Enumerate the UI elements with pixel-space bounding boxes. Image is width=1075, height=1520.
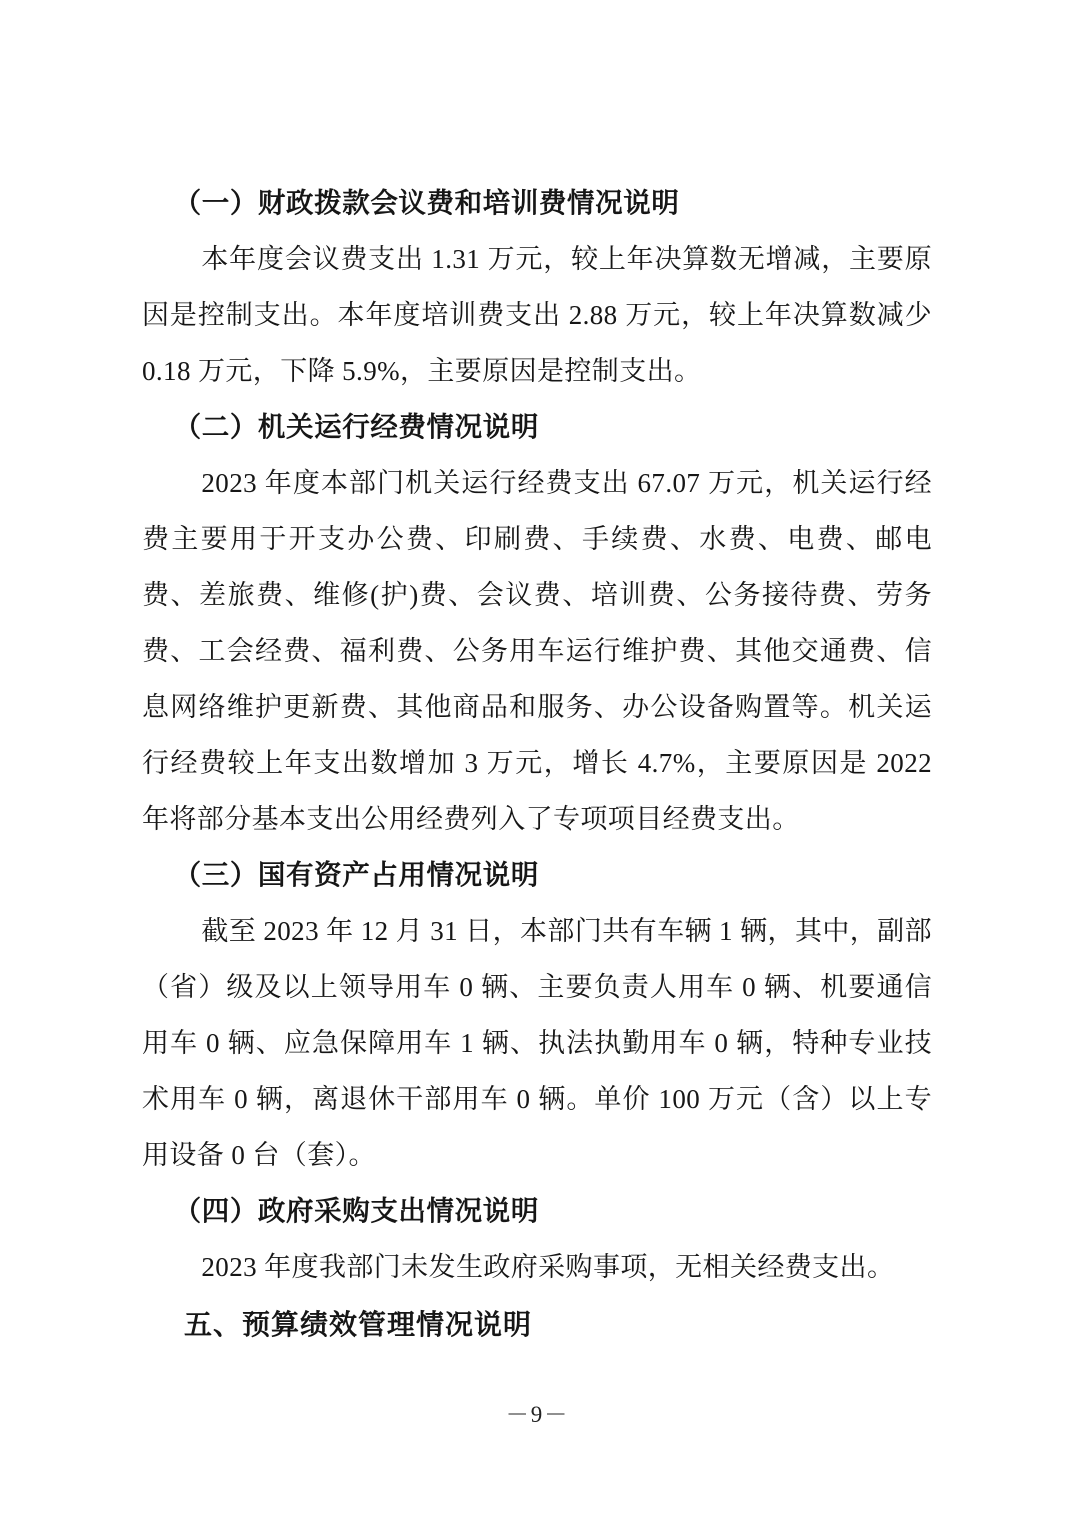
section-4-heading: （四）政府采购支出情况说明 [173, 1195, 539, 1226]
page-number: －9－ [505, 1402, 570, 1427]
section-1-heading: （一）财政拨款会议费和培训费情况说明 [173, 187, 680, 218]
section-2-paragraph: 2023 年度本部门机关运行经费支出 67.07 万元，机关运行经费主要用于开支办公费、印刷费、手续费、水费、电费、邮电费、差旅费、维修(护)费、会议费、培训费、公务接待费、劳务费、工会经费、福利费、公务用车运行维护费、其他交通费、信息网络维护更新费、其他商品和服务、办公设备购置等。机关运行经费较上年支出数增加 3 万元，增长 4.7%，主要原因是 2022 年将部分基本支出公用经费列入了专项项目经费支出。 [142, 468, 932, 834]
document-content [142, 175, 932, 1353]
section-3-heading: （三）国有资产占用情况说明 [173, 859, 539, 890]
page-footer [0, 1396, 1075, 1429]
section-4-paragraph: 2023 年度我部门未发生政府采购事项，无相关经费支出。 [201, 1252, 895, 1282]
section-3-paragraph: 截至 2023 年 12 月 31 日，本部门共有车辆 1 辆，其中，副部（省）级及以上领导用车 0 辆、主要负责人用车 0 辆、机要通信用车 0 辆、应急保障用车 1 辆、执法执勤用车 0 辆，特种专业技术用车 0 辆，离退休干部用车 0 辆。单价 100 万元（含）以上专用设备 0 台（套）。 [142, 916, 932, 1170]
section-1-paragraph: 本年度会议费支出 1.31 万元，较上年决算数无增减，主要原因是控制支出。本年度培训费支出 2.88 万元，较上年决算数减少 0.18 万元，下降 5.9%，主要原因是控制支出。 [142, 244, 932, 386]
chapter-5-heading: 五、预算绩效管理情况说明 [184, 1309, 533, 1340]
section-2-heading: （二）机关运行经费情况说明 [173, 411, 539, 442]
